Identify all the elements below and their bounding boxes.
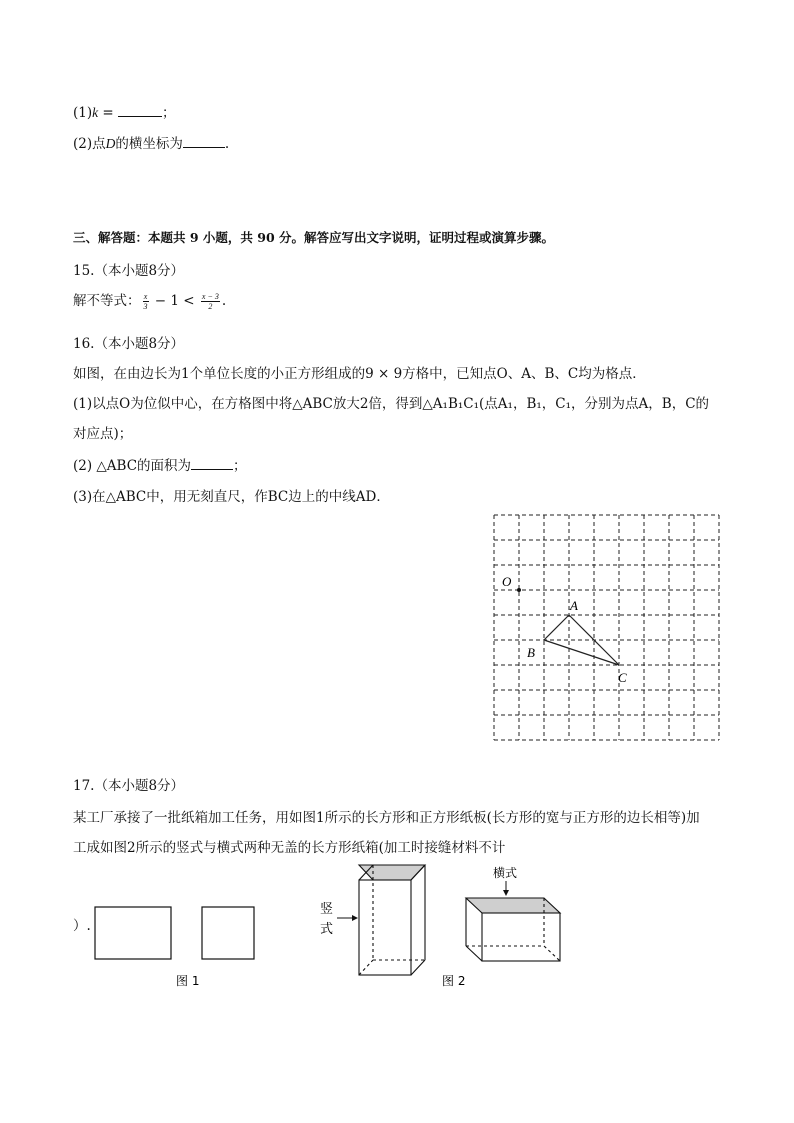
answer-blank-area[interactable] [191, 457, 233, 470]
rectangle-board [95, 907, 171, 959]
vertical-box [359, 865, 425, 975]
q17-header: 17.（本小题8分） [73, 778, 185, 794]
fig2-caption: 图 2 [442, 974, 466, 988]
figure-1 [90, 900, 270, 995]
q16-part3: (3)在△ABC中，用无刻直尺，作BC边上的中线AD． [73, 489, 390, 505]
q16-part1-cont: 对应点)； [73, 426, 133, 442]
q16-part1: (1)以点O为位似中心，在方格图中将△ABC放大2倍，得到△A₁B₁C₁(点A₁，B₁，C₁，分别为点A，B，C的 [73, 396, 710, 412]
label-o: O [502, 574, 512, 589]
answer-blank-d[interactable] [183, 135, 225, 148]
square-board [202, 907, 254, 959]
vertical-arrow-head [352, 915, 358, 921]
q16-header: 16.（本小题8分） [73, 336, 185, 352]
figure-2 [315, 860, 575, 995]
q16-intro: 如图，在由边长为1个单位长度的小正方形组成的9 × 9方格中，已知点O、A、B、C均为格点． [73, 366, 646, 382]
fraction-x-over-3: $\frac{x}{3}$ [143, 292, 148, 311]
label-b: B [527, 645, 535, 660]
q15-body: 解不等式： $\frac{x}{3}$ − 1 < $\frac{x - 3}{2}$ . [73, 292, 227, 311]
var-k: k [92, 105, 99, 120]
q17-line1: 某工厂承接了一批纸箱加工任务，用如图1所示的长方形和正方形纸板(长方形的宽与正方形的边长相等)加 [73, 810, 700, 826]
fig1-caption: 图 1 [176, 974, 200, 988]
q14-part2: (2)点D的横坐标为 . [73, 136, 230, 152]
answer-blank-k[interactable] [118, 104, 162, 117]
label-a: A [570, 598, 578, 613]
section-heading: 三、解答题：本题共 9 小题，共 90 分。解答应写出文字说明，证明过程或演算步骤。 [73, 230, 555, 245]
horizontal-arrow-head [503, 890, 509, 896]
fraction-x-minus-3-over-2: $\frac{x - 3}{2}$ [201, 292, 219, 311]
label-c: C [618, 670, 627, 685]
vertical-label-2: 式 [320, 922, 334, 937]
q15-header: 15.（本小题8分） [73, 263, 185, 279]
vertical-label-1: 竖 [320, 902, 334, 917]
horizontal-label: 横式 [493, 866, 518, 880]
q16-part2: (2) △ABC的面积为 ； [73, 458, 247, 474]
dashed-grid [494, 515, 719, 740]
point-o-dot [517, 588, 521, 592]
grid-figure [490, 512, 724, 744]
q17-line2: 工成如图2所示的竖式与横式两种无盖的长方形纸箱(加工时接缝材料不计 [73, 840, 506, 856]
q17-line3: ）. [73, 918, 91, 934]
horizontal-box [466, 898, 560, 961]
q14-part1: (1)k = ； [73, 105, 176, 121]
